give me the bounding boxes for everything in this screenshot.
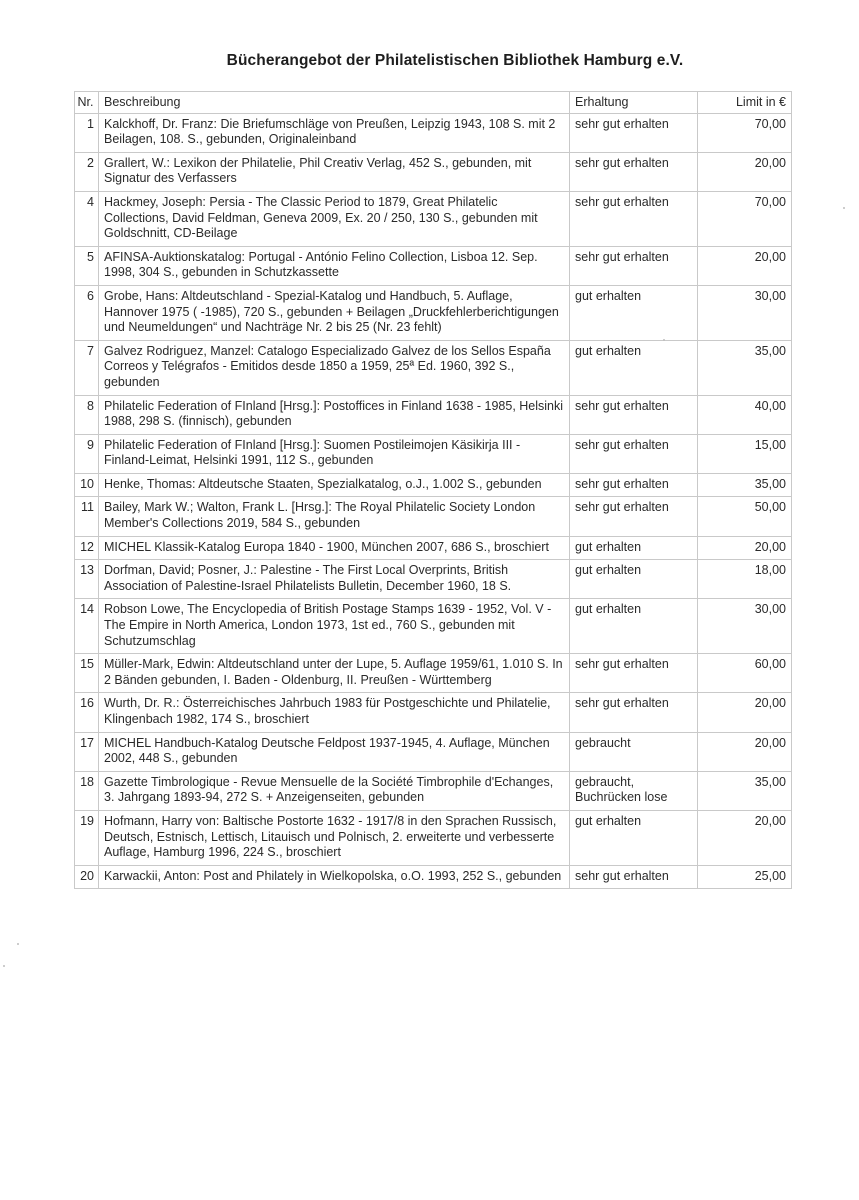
scan-speck — [843, 207, 845, 209]
scan-speck — [17, 943, 19, 945]
table-row — [75, 285, 792, 340]
row-nr: 18 — [75, 771, 99, 810]
row-nr: 13 — [75, 560, 99, 599]
row-nr: 4 — [75, 191, 99, 246]
row-condition: gut erhalten — [570, 810, 698, 865]
row-nr: 7 — [75, 340, 99, 395]
row-condition: sehr gut erhalten — [570, 497, 698, 536]
row-description: Grallert, W.: Lexikon der Philatelie, Phil Creativ Verlag, 452 S., gebunden, mit Signatur des Verfassers — [99, 152, 570, 191]
row-limit: 15,00 — [698, 434, 792, 473]
row-condition: gut erhalten — [570, 560, 698, 599]
row-condition: sehr gut erhalten — [570, 191, 698, 246]
row-nr: 5 — [75, 246, 99, 285]
header-condition: Erhaltung — [570, 92, 698, 114]
table-body — [75, 113, 792, 889]
row-condition: sehr gut erhalten — [570, 473, 698, 497]
row-description: Henke, Thomas: Altdeutsche Staaten, Spezialkatalog, o.J., 1.002 S., gebunden — [99, 473, 570, 497]
row-limit: 30,00 — [698, 599, 792, 654]
row-nr: 2 — [75, 152, 99, 191]
table-row — [75, 536, 792, 560]
row-condition: sehr gut erhalten — [570, 693, 698, 732]
row-condition: sehr gut erhalten — [570, 152, 698, 191]
row-description: Philatelic Federation of FInland [Hrsg.]: Postoffices in Finland 1638 - 1985, Helsinki 1988, 298 S. (finnisch), gebunden — [99, 395, 570, 434]
row-description: Grobe, Hans: Altdeutschland - Spezial-Katalog und Handbuch, 5. Auflage, Hannover 1975 ( -1985), 720 S., gebunden + Beilagen „Druckfehlerberichtigungen und Neumeldungen“ und Nachträge Nr. 2 bis 25 (Nr. 23 fehlt) — [99, 285, 570, 340]
row-limit: 18,00 — [698, 560, 792, 599]
header-nr: Nr. — [75, 92, 99, 114]
scan-speck — [3, 965, 5, 967]
row-description: MICHEL Handbuch-Katalog Deutsche Feldpost 1937-1945, 4. Auflage, München 2002, 448 S., gebunden — [99, 732, 570, 771]
row-limit: 35,00 — [698, 473, 792, 497]
row-limit: 50,00 — [698, 497, 792, 536]
table-row — [75, 560, 792, 599]
row-nr: 19 — [75, 810, 99, 865]
table-header-row — [75, 92, 792, 114]
table-row — [75, 771, 792, 810]
table-row — [75, 810, 792, 865]
offer-table — [74, 91, 792, 889]
row-description: Karwackii, Anton: Post and Philately in Wielkopolska, o.O. 1993, 252 S., gebunden — [99, 865, 570, 889]
row-limit: 20,00 — [698, 246, 792, 285]
row-nr: 20 — [75, 865, 99, 889]
row-condition: sehr gut erhalten — [570, 246, 698, 285]
row-condition: gut erhalten — [570, 285, 698, 340]
row-limit: 70,00 — [698, 191, 792, 246]
header-description: Beschreibung — [99, 92, 570, 114]
table-row — [75, 473, 792, 497]
row-limit: 20,00 — [698, 152, 792, 191]
row-condition: sehr gut erhalten — [570, 395, 698, 434]
row-description: MICHEL Klassik-Katalog Europa 1840 - 1900, München 2007, 686 S., broschiert — [99, 536, 570, 560]
row-condition: gut erhalten — [570, 536, 698, 560]
table-row — [75, 654, 792, 693]
row-condition: sehr gut erhalten — [570, 654, 698, 693]
row-description: Müller-Mark, Edwin: Altdeutschland unter der Lupe, 5. Auflage 1959/61, 1.010 S. In 2 Bänden gebunden, I. Baden - Oldenburg, II. Preußen - Württemberg — [99, 654, 570, 693]
row-nr: 14 — [75, 599, 99, 654]
table-row — [75, 599, 792, 654]
table-row — [75, 340, 792, 395]
row-nr: 17 — [75, 732, 99, 771]
table-row — [75, 113, 792, 152]
row-description: Wurth, Dr. R.: Österreichisches Jahrbuch 1983 für Postgeschichte und Philatelie, Klingenbach 1982, 174 S., broschiert — [99, 693, 570, 732]
row-limit: 20,00 — [698, 810, 792, 865]
row-limit: 35,00 — [698, 771, 792, 810]
row-nr: 1 — [75, 113, 99, 152]
table-row — [75, 152, 792, 191]
row-condition: gut erhalten — [570, 340, 698, 395]
row-nr: 8 — [75, 395, 99, 434]
row-limit: 20,00 — [698, 693, 792, 732]
row-description: Philatelic Federation of FInland [Hrsg.]: Suomen Postileimojen Käsikirja III - Finland-Leimat, Helsinki 1991, 112 S., gebunden — [99, 434, 570, 473]
row-description: Robson Lowe, The Encyclopedia of British Postage Stamps 1639 - 1952, Vol. V - The Empire in North America, London 1973, 1st ed., 760 S., gebunden mit Schutzumschlag — [99, 599, 570, 654]
scan-speck — [663, 339, 665, 341]
row-condition: sehr gut erhalten — [570, 865, 698, 889]
table-row — [75, 732, 792, 771]
page-title: Bücherangebot der Philatelistischen Bibliothek Hamburg e.V. — [226, 52, 684, 69]
row-description: Gazette Timbrologique - Revue Mensuelle de la Société Timbrophile d'Echanges, 3. Jahrgang 1893-94, 272 S. + Anzeigenseiten, gebunden — [99, 771, 570, 810]
row-description: Bailey, Mark W.; Walton, Frank L. [Hrsg.]: The Royal Philatelic Society London Member's Collections 2019, 584 S., gebunden — [99, 497, 570, 536]
table-row — [75, 395, 792, 434]
row-nr: 11 — [75, 497, 99, 536]
row-limit: 30,00 — [698, 285, 792, 340]
row-condition: gut erhalten — [570, 599, 698, 654]
row-nr: 15 — [75, 654, 99, 693]
table-row — [75, 693, 792, 732]
table-row — [75, 191, 792, 246]
row-limit: 40,00 — [698, 395, 792, 434]
table-row — [75, 497, 792, 536]
row-nr: 6 — [75, 285, 99, 340]
row-limit: 20,00 — [698, 536, 792, 560]
row-description: Kalckhoff, Dr. Franz: Die Briefumschläge von Preußen, Leipzig 1943, 108 S. mit 2 Beilagen, 108. S., gebunden, Originaleinband — [99, 113, 570, 152]
table-row — [75, 434, 792, 473]
row-description: Hofmann, Harry von: Baltische Postorte 1632 - 1917/8 in den Sprachen Russisch, Deutsch, Estnisch, Lettisch, Litauisch und Polnisch, 2. erweiterte und verbesserte Auflage, Hamburg 1996, 224 S., broschiert — [99, 810, 570, 865]
table-row — [75, 865, 792, 889]
row-limit: 35,00 — [698, 340, 792, 395]
row-nr: 10 — [75, 473, 99, 497]
row-description: AFINSA-Auktionskatalog: Portugal - António Felino Collection, Lisboa 12. Sep. 1998, 304 S., gebunden in Schutzkassette — [99, 246, 570, 285]
header-limit: Limit in € — [698, 92, 792, 114]
row-condition: sehr gut erhalten — [570, 434, 698, 473]
row-condition: gebraucht — [570, 732, 698, 771]
row-limit: 25,00 — [698, 865, 792, 889]
row-nr: 12 — [75, 536, 99, 560]
row-description: Dorfman, David; Posner, J.: Palestine - The First Local Overprints, British Association of Palestine-Israel Philatelists Bulletin, December 1960, 18 S. — [99, 560, 570, 599]
row-limit: 70,00 — [698, 113, 792, 152]
row-limit: 60,00 — [698, 654, 792, 693]
row-condition: sehr gut erhalten — [570, 113, 698, 152]
row-nr: 16 — [75, 693, 99, 732]
row-description: Hackmey, Joseph: Persia - The Classic Period to 1879, Great Philatelic Collections, David Feldman, Geneva 2009, Ex. 20 / 250, 130 S., gebunden mit Goldschnitt, CD-Beilage — [99, 191, 570, 246]
row-description: Galvez Rodriguez, Manzel: Catalogo Especializado Galvez de los Sellos España Correos y Telégrafos - Emitidos desde 1850 a 1959, 25ª Ed. 1960, 392 S., gebunden — [99, 340, 570, 395]
table-row — [75, 246, 792, 285]
row-condition: gebraucht, Buchrücken lose — [570, 771, 698, 810]
row-nr: 9 — [75, 434, 99, 473]
row-limit: 20,00 — [698, 732, 792, 771]
